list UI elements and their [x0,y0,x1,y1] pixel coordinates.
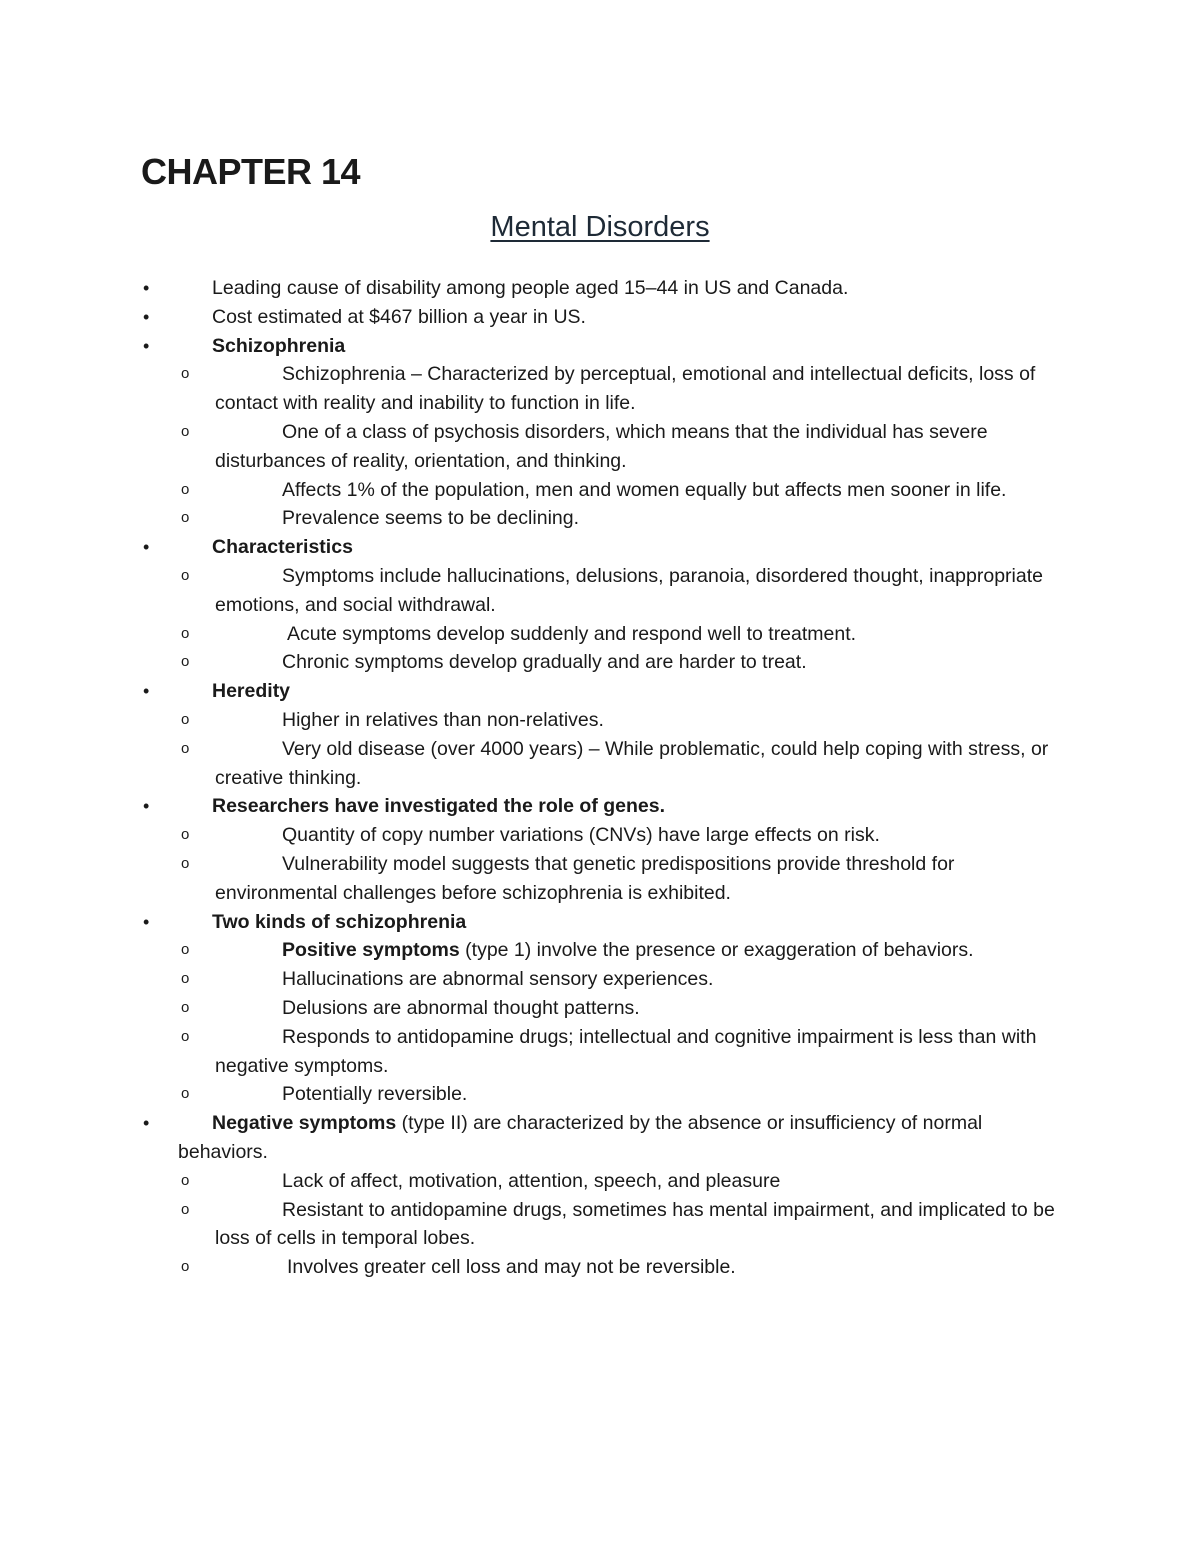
sub-list-item [0,504,1200,533]
sub-list-item [0,735,1200,793]
list-item [0,274,1200,303]
term-description: (type II) are characterized by the absence or insufficiency of normal behaviors. [178,1112,983,1163]
list-item-text: Resistant to antidopamine drugs, sometimes has mental impairment, and implicated to be loss of cells in temporal lobes. [215,1198,1055,1250]
list-item-text: Prevalence seems to be declining. [282,507,580,530]
list-item-text: Quantity of copy number variations (CNVs) have large effects on risk. [282,824,880,847]
sub-list-item [0,1253,1200,1282]
list-item-text [0,1109,1052,1167]
circle-bullet-icon: o [181,1171,190,1189]
list-item-text: Higher in relatives than non-relatives. [282,708,604,731]
circle-bullet-icon: o [181,739,190,757]
sub-list-item [0,360,1200,418]
section-heading: Schizophrenia [212,334,346,357]
circle-bullet-icon: o [181,1085,190,1103]
bullet-icon: • [143,278,150,298]
bullet-icon: • [143,911,150,932]
bullet-icon: • [143,306,150,327]
sub-list-item [0,936,1200,965]
list-item-text: Hallucinations are abnormal sensory experiences. [282,968,714,991]
sub-list-item [0,994,1200,1023]
sub-list-item [0,620,1200,649]
bullet-icon: • [143,681,150,702]
circle-bullet-icon: o [181,1200,190,1218]
circle-bullet-icon: o [181,653,190,671]
circle-bullet-icon: o [181,710,190,728]
circle-bullet-icon: o [181,1258,190,1276]
circle-bullet-icon: o [181,970,190,988]
list-item-text: Schizophrenia – Characterized by perceptual, emotional and intellectual deficits, loss of contact with reality and inability to function in life. [215,363,1036,415]
list-item-text: Chronic symptoms develop gradually and are harder to treat. [282,651,807,674]
sub-list-item [0,1167,1200,1196]
term-label: Negative symptoms [212,1112,397,1135]
section-heading: Researchers have investigated the role of genes. [212,795,666,818]
bullet-icon: • [143,335,150,356]
sub-list-item [0,821,1200,850]
circle-bullet-icon: o [181,509,190,527]
bullet-icon: • [143,796,150,817]
circle-bullet-icon: o [181,941,190,959]
sub-list-item [0,418,1200,476]
page-title: Mental Disorders [490,211,710,243]
list-item-text: Leading cause of disability among people aged 15–44 in US and Canada. [212,277,849,299]
list-item [0,677,1200,706]
list-item-text: Cost estimated at $467 billion a year in US. [212,305,586,328]
section-heading: Characteristics [212,536,353,559]
list-item [0,332,1200,361]
section-heading: Two kinds of schizophrenia [212,910,467,933]
list-item-text: Very old disease (over 4000 years) – While problematic, could help coping with stress, or creative thinking. [215,737,1049,789]
circle-bullet-icon: o [181,422,190,440]
chapter-heading: CHAPTER 14 [141,151,361,192]
circle-bullet-icon: o [181,480,190,498]
term-label: Positive symptoms [282,939,460,962]
list-item [0,533,1200,562]
list-item-text: Responds to antidopamine drugs; intellectual and cognitive impairment is less than with negative symptoms. [215,1025,1037,1077]
term-description: (type 1) involve the presence or exaggeration of behaviors. [459,939,974,962]
sub-list-item [0,706,1200,735]
sub-list-item [0,965,1200,994]
sub-list-item [0,476,1200,505]
sub-list-item [0,1023,1200,1081]
bullet-icon: • [143,1113,150,1134]
sub-list-item [0,850,1200,908]
circle-bullet-icon: o [181,1027,190,1045]
circle-bullet-icon: o [181,998,190,1016]
circle-bullet-icon: o [181,624,190,642]
outline-list [0,274,1200,1282]
sub-list-item [0,562,1200,620]
list-item-text: Lack of affect, motivation, attention, speech, and pleasure [282,1169,781,1192]
list-item [0,1109,1200,1167]
list-item-text: Affects 1% of the population, men and women equally but affects men sooner in life. [282,478,1007,501]
circle-bullet-icon: o [181,566,190,584]
list-item-text: Delusions are abnormal thought patterns. [282,996,640,1019]
list-item-text: Involves greater cell loss and may not be reversible. [287,1256,736,1279]
list-item-text: Vulnerability model suggests that genetic predispositions provide threshold for environmental challenges before schizophrenia is exhibited. [215,852,955,904]
section-heading: Heredity [212,680,291,703]
list-item-text: Symptoms include hallucinations, delusions, paranoia, disordered thought, inappropriate emotions, and social withdrawal. [215,564,1043,616]
list-item-text: One of a class of psychosis disorders, which means that the individual has severe disturbances of reality, orientation, and thinking. [215,420,988,472]
list-item-text: Acute symptoms develop suddenly and respond well to treatment. [287,622,857,645]
list-item [0,908,1200,937]
list-item [0,303,1200,332]
list-item-text: Potentially reversible. [282,1083,468,1106]
circle-bullet-icon: o [181,365,190,383]
list-item-text [0,936,1055,965]
sub-list-item [0,1196,1200,1254]
circle-bullet-icon: o [181,826,190,844]
list-item [0,792,1200,821]
bullet-icon: • [143,537,150,558]
sub-list-item [0,1080,1200,1109]
sub-list-item [0,648,1200,677]
circle-bullet-icon: o [181,854,190,872]
